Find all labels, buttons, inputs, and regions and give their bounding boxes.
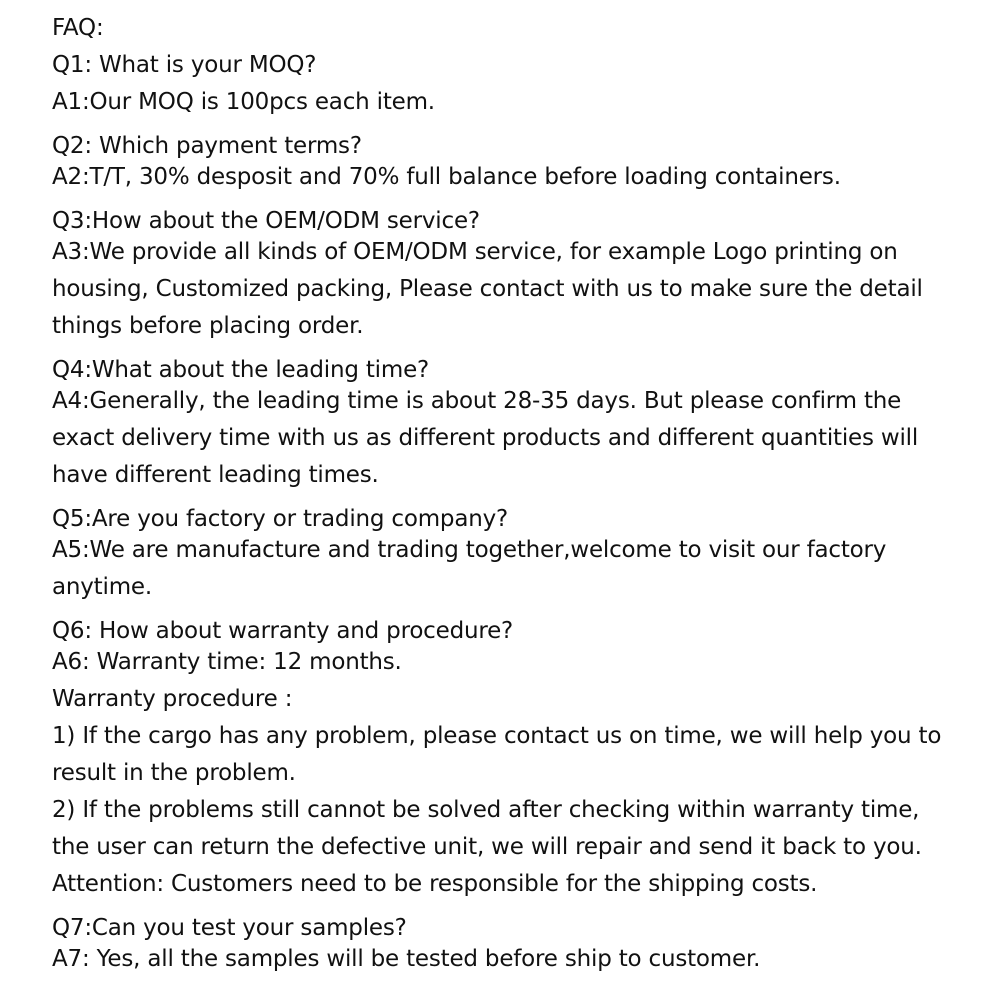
faq-question: Q4:What about the leading time? <box>52 357 430 383</box>
warranty-procedure-heading: Warranty procedure : <box>52 686 293 712</box>
warranty-step-1: 1) If the cargo has any problem, please contact us on time, we will help you to result in the problem. <box>52 723 942 786</box>
faq-item-q6 <box>52 619 952 903</box>
faq-answer: A1:Our MOQ is 100pcs each item. <box>52 89 435 115</box>
faq-item-q1 <box>52 47 952 121</box>
faq-answer: A5:We are manufacture and trading together,welcome to visit our factory anytime. <box>52 537 887 600</box>
faq-item-q3 <box>52 209 952 345</box>
faq-question: Q2: Which payment terms? <box>52 133 362 159</box>
faq-answer: A3:We provide all kinds of OEM/ODM service, for example Logo printing on housing, Customized packing, Please contact with us to make sure the detail things before placing order. <box>52 239 923 339</box>
warranty-step-2: 2) If the problems still cannot be solved after checking within warranty time, the user can return the defective unit, we will repair and send it back to you. <box>52 797 922 860</box>
faq-heading: FAQ: <box>52 15 104 41</box>
warranty-attention-note: Attention: Customers need to be responsible for the shipping costs. <box>52 871 818 897</box>
faq-answer: A2:T/T, 30% desposit and 70% full balance before loading containers. <box>52 164 841 190</box>
faq-question: Q1: What is your MOQ? <box>52 52 317 78</box>
faq-answer: A4:Generally, the leading time is about 28-35 days. But please confirm the exact delivery time with us as different products and different quantities will have different leading times. <box>52 388 919 488</box>
faq-question: Q3:How about the OEM/ODM service? <box>52 208 480 234</box>
faq-item-q7 <box>52 916 952 978</box>
faq-question: Q6: How about warranty and procedure? <box>52 618 514 644</box>
faq-section <box>52 10 952 978</box>
faq-item-q4 <box>52 358 952 494</box>
faq-answer: A6: Warranty time: 12 months. <box>52 649 402 675</box>
faq-question: Q7:Can you test your samples? <box>52 915 407 941</box>
faq-item-q2 <box>52 134 952 196</box>
faq-item-q5 <box>52 507 952 606</box>
faq-question: Q5:Are you factory or trading company? <box>52 506 509 532</box>
faq-answer: A7: Yes, all the samples will be tested before ship to customer. <box>52 946 761 972</box>
